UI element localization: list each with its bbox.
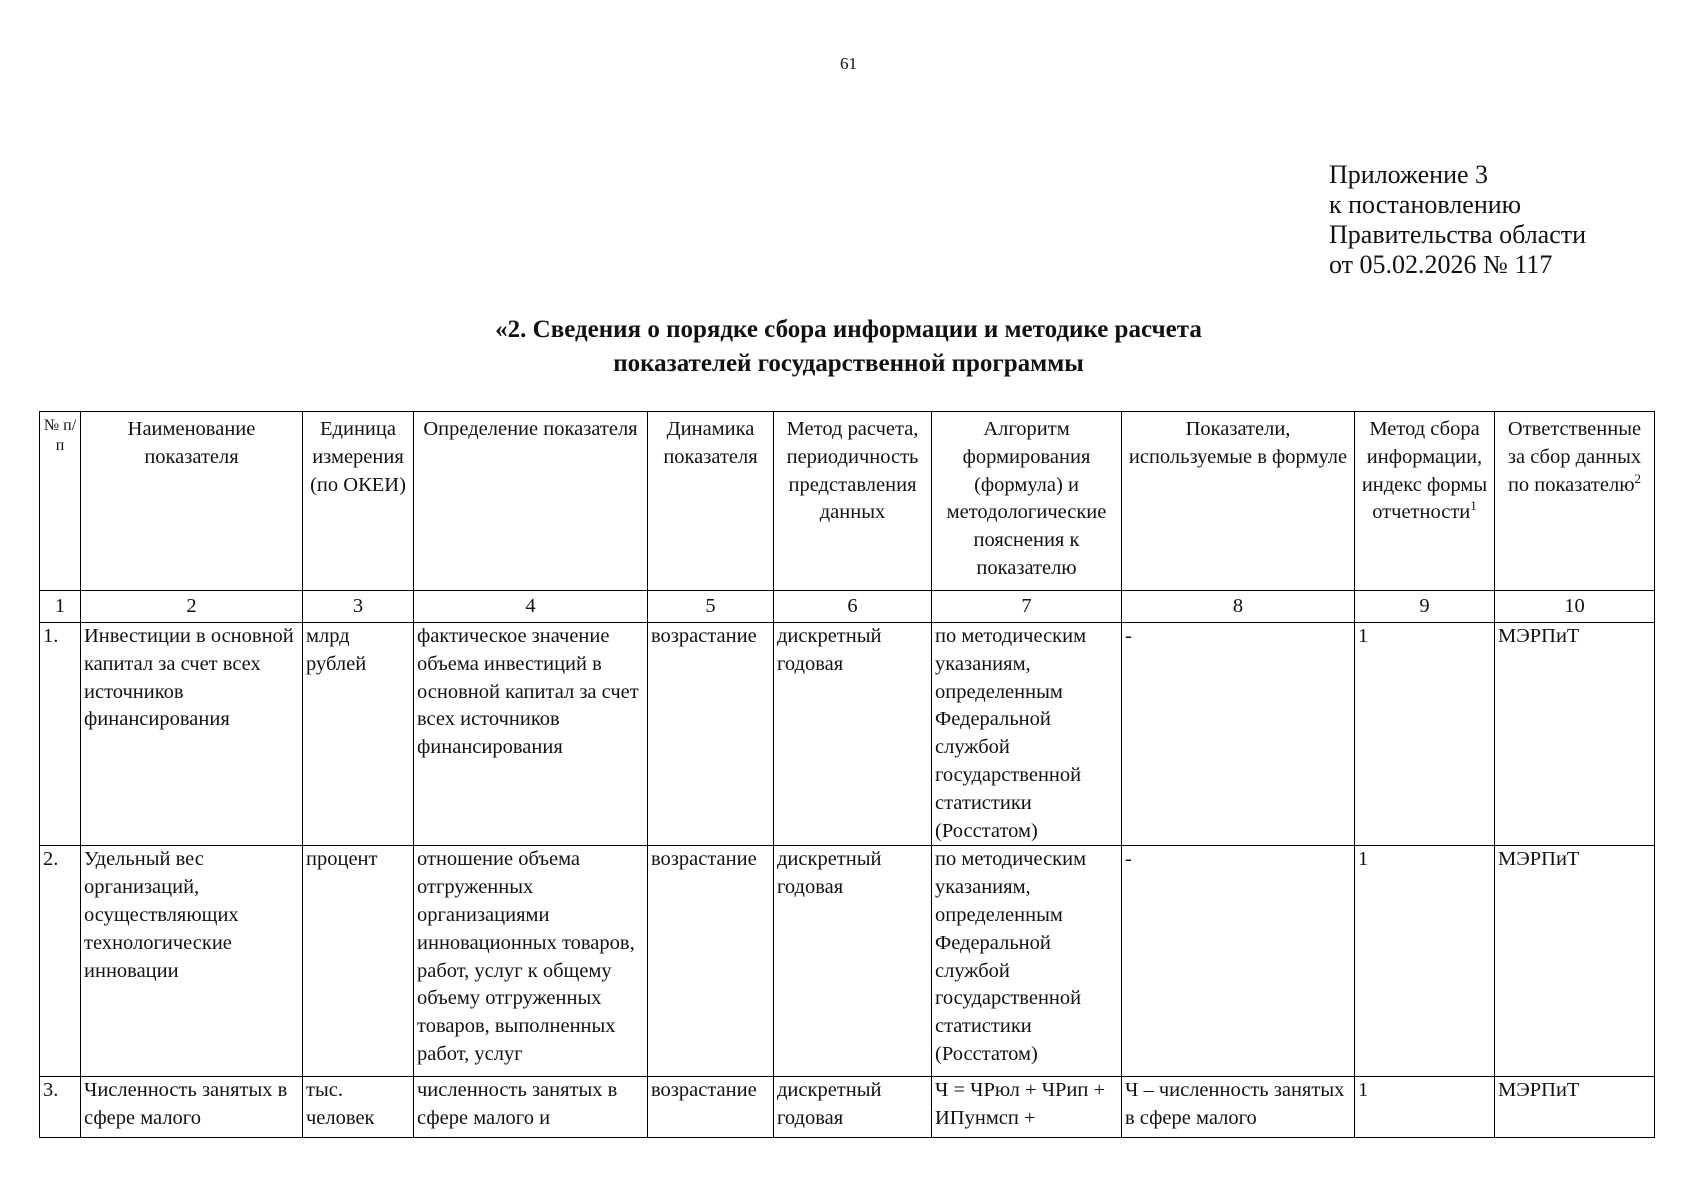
method-cell: дискретный годовая [774, 623, 932, 846]
indicators-cell: Ч – численность занятых в сфере малого [1122, 1077, 1355, 1138]
responsible-cell: МЭРПиТ [1495, 623, 1655, 846]
column-number-cell: 8 [1122, 591, 1355, 623]
title-line: «2. Сведения о порядке сбора информации и методике расчета [495, 316, 1202, 343]
header-text: Метод сбора информации, индекс формы отчетности [1361, 418, 1488, 524]
indicator-name-cell: Удельный вес организаций, осуществляющих технологические инновации [81, 846, 303, 1077]
collection-method-cell: 1 [1355, 1077, 1495, 1138]
table-row [40, 1077, 1655, 1138]
table-row [40, 623, 1655, 846]
header-cell [1355, 412, 1495, 591]
algorithm-cell: по методическим указаниям, определенным Федеральной службой государственной статистики (Росстатом) [932, 846, 1122, 1077]
title-line: показателей государственной программы [613, 350, 1084, 377]
algorithm-cell: по методическим указаниям, определенным Федеральной службой государственной статистики (Росстатом) [932, 623, 1122, 846]
column-number-cell: 9 [1355, 591, 1495, 623]
appendix-line: от 05.02.2026 № 117 [1329, 250, 1553, 279]
indicator-name-cell: Инвестиции в основной капитал за счет всех источников финансирования [81, 623, 303, 846]
header-cell [1495, 412, 1655, 591]
document-title [0, 313, 1697, 381]
header-cell: Метод расчета, периодичность представления данных [774, 412, 932, 591]
header-cell: Динамика показателя [648, 412, 774, 591]
column-number-cell: 2 [81, 591, 303, 623]
column-number-cell: 1 [40, 591, 81, 623]
collection-method-cell: 1 [1355, 846, 1495, 1077]
header-cell: № п/п [40, 412, 81, 591]
indicators-table [39, 411, 1655, 1138]
unit-cell: тыс. человек [303, 1077, 414, 1138]
column-number-cell: 7 [932, 591, 1122, 623]
collection-method-cell: 1 [1355, 623, 1495, 846]
row-number-cell: 1. [40, 623, 81, 846]
header-cell: Единица измерения (по ОКЕИ) [303, 412, 414, 591]
header-cell: Определение показателя [414, 412, 648, 591]
dynamics-cell: возрастание [648, 623, 774, 846]
header-text: Ответственные за сбор данных по показателю [1507, 418, 1642, 496]
row-number-cell: 2. [40, 846, 81, 1077]
header-cell: Показатели, используемые в формуле [1122, 412, 1355, 591]
dynamics-cell: возрастание [648, 846, 774, 1077]
page-number: 61 [840, 54, 857, 73]
column-number-cell: 3 [303, 591, 414, 623]
appendix-line: Правительства области [1329, 220, 1587, 249]
unit-cell: млрд рублей [303, 623, 414, 846]
appendix-line: к постановлению [1329, 190, 1522, 219]
definition-cell: фактическое значение объема инвестиций в основной капитал за счет всех источников финансирования [414, 623, 648, 846]
footnote-marker: 2 [1634, 470, 1642, 486]
definition-cell: численность занятых в сфере малого и [414, 1077, 648, 1138]
header-cell: Наименование показателя [81, 412, 303, 591]
indicator-name-cell: Численность занятых в сфере малого [81, 1077, 303, 1138]
row-number-cell: 3. [40, 1077, 81, 1138]
table-row [40, 846, 1655, 1077]
column-number-cell: 6 [774, 591, 932, 623]
table-header-row [40, 412, 1655, 591]
column-number-cell: 10 [1495, 591, 1655, 623]
method-cell: дискретный годовая [774, 846, 932, 1077]
responsible-cell: МЭРПиТ [1495, 1077, 1655, 1138]
appendix-line: Приложение 3 [1329, 160, 1489, 189]
footnote-marker: 1 [1470, 498, 1477, 514]
column-number-row [40, 591, 1655, 623]
column-number-cell: 4 [414, 591, 648, 623]
dynamics-cell: возрастание [648, 1077, 774, 1138]
appendix-block [1329, 160, 1586, 280]
unit-cell: процент [303, 846, 414, 1077]
indicators-cell: - [1122, 846, 1355, 1077]
algorithm-cell: Ч = ЧРюл + ЧРип + ИПунмсп + [932, 1077, 1122, 1138]
method-cell: дискретный годовая [774, 1077, 932, 1138]
header-cell: Алгоритм формирования (формула) и методологические пояснения к показателю [932, 412, 1122, 591]
definition-cell: отношение объема отгруженных организациями инновационных товаров, работ, услуг к общему объему отгруженных товаров, выполненных работ, услуг [414, 846, 648, 1077]
responsible-cell: МЭРПиТ [1495, 846, 1655, 1077]
indicators-cell: - [1122, 623, 1355, 846]
column-number-cell: 5 [648, 591, 774, 623]
